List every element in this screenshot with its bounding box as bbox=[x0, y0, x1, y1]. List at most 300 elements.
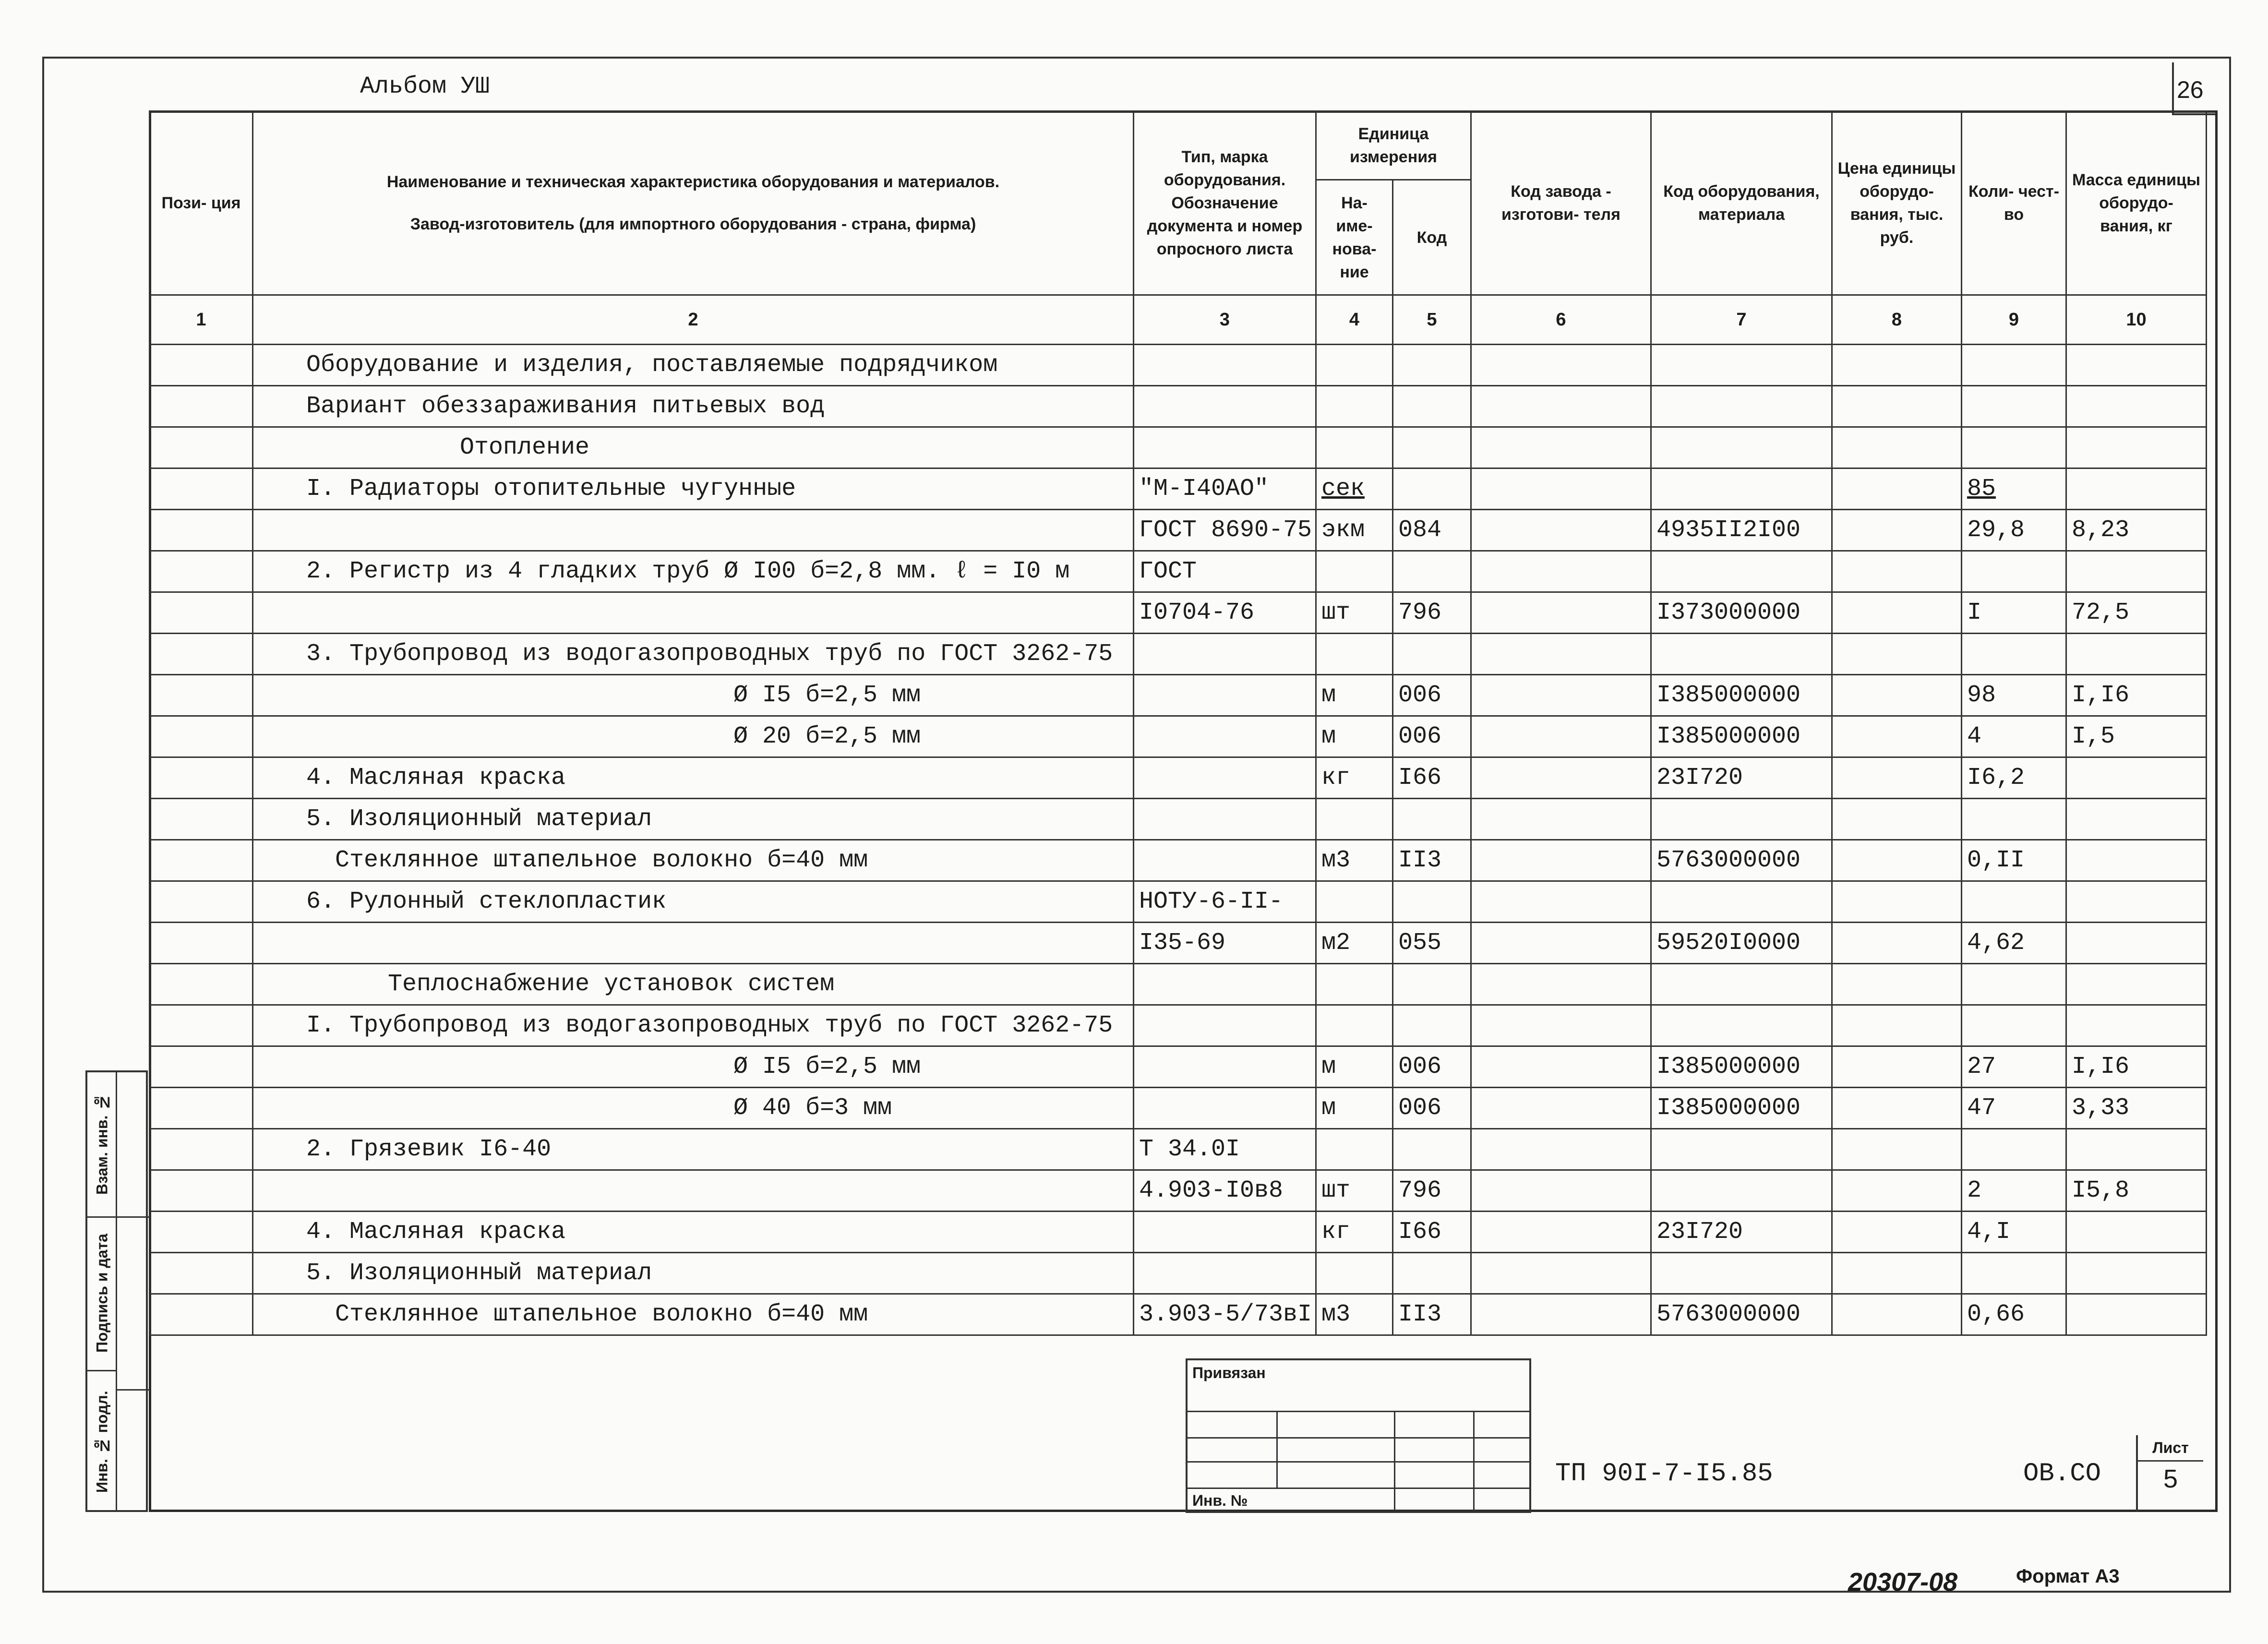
col-number: 7 bbox=[1651, 295, 1832, 345]
cell-material-code bbox=[1651, 1005, 1832, 1046]
cell-quantity: I bbox=[1962, 592, 2066, 634]
cell-position bbox=[150, 675, 253, 716]
cell-price bbox=[1832, 1212, 1962, 1253]
cell-name: Ø I5 б=2,5 мм bbox=[253, 1046, 1134, 1088]
cell-factory bbox=[1471, 964, 1651, 1005]
cell-price bbox=[1832, 510, 1962, 551]
table-row bbox=[150, 840, 2207, 881]
cell-material-code bbox=[1651, 1170, 1832, 1212]
cell-quantity bbox=[1962, 881, 2066, 923]
header-factory-code: Код завода - изготови- теля bbox=[1471, 111, 1651, 295]
cell-name: Вариант обеззараживания питьевых вод bbox=[253, 386, 1134, 427]
cell-material-code: I385000000 bbox=[1651, 675, 1832, 716]
cell-unit-code: I66 bbox=[1393, 1212, 1471, 1253]
cell-name: Отопление bbox=[253, 427, 1134, 468]
cell-mass: 8,23 bbox=[2066, 510, 2207, 551]
cell-unit-code bbox=[1393, 468, 1471, 510]
cell-type: 4.903-I0в8 bbox=[1134, 1170, 1316, 1212]
cell-factory bbox=[1471, 427, 1651, 468]
cell-quantity: 2 bbox=[1962, 1170, 2066, 1212]
cell-quantity: 98 bbox=[1962, 675, 2066, 716]
table-row bbox=[150, 964, 2207, 1005]
cell-type bbox=[1134, 1005, 1316, 1046]
cell-mass bbox=[2066, 427, 2207, 468]
cell-quantity bbox=[1962, 634, 2066, 675]
cell-quantity: 85 bbox=[1962, 468, 2066, 510]
cell-name bbox=[253, 592, 1134, 634]
cell-mass bbox=[2066, 468, 2207, 510]
cell-name bbox=[253, 510, 1134, 551]
cell-mass bbox=[2066, 840, 2207, 881]
cell-position bbox=[150, 1294, 253, 1335]
table-row bbox=[150, 551, 2207, 592]
cell-position bbox=[150, 592, 253, 634]
cell-price bbox=[1832, 1046, 1962, 1088]
cell-material-code: I385000000 bbox=[1651, 1088, 1832, 1129]
cell-name: 6. Рулонный стеклопластик bbox=[253, 881, 1134, 923]
cell-factory bbox=[1471, 1294, 1651, 1335]
cell-factory bbox=[1471, 757, 1651, 799]
cell-quantity bbox=[1962, 427, 2066, 468]
cell-name: 5. Изоляционный материал bbox=[253, 799, 1134, 840]
cell-price bbox=[1832, 1253, 1962, 1294]
table-row bbox=[150, 345, 2207, 386]
cell-position bbox=[150, 1129, 253, 1170]
cell-type bbox=[1134, 964, 1316, 1005]
cell-unit-code: 084 bbox=[1393, 510, 1471, 551]
cell-unit-code: 055 bbox=[1393, 923, 1471, 964]
cell-price bbox=[1832, 716, 1962, 757]
table-row bbox=[150, 923, 2207, 964]
table-row bbox=[150, 510, 2207, 551]
cell-unit: кг bbox=[1316, 1212, 1393, 1253]
cell-unit-code bbox=[1393, 345, 1471, 386]
cell-quantity: 4,I bbox=[1962, 1212, 2066, 1253]
cell-type bbox=[1134, 1253, 1316, 1294]
cell-unit-code: II3 bbox=[1393, 840, 1471, 881]
header-name bbox=[253, 111, 1134, 295]
cell-material-code: I373000000 bbox=[1651, 592, 1832, 634]
cell-unit bbox=[1316, 964, 1393, 1005]
header-material-code: Код оборудования, материала bbox=[1651, 111, 1832, 295]
cell-name: 3. Трубопровод из водогазопроводных труб по ГОСТ 3262-75 bbox=[253, 634, 1134, 675]
cell-price bbox=[1832, 799, 1962, 840]
cell-mass bbox=[2066, 551, 2207, 592]
cell-unit-code bbox=[1393, 551, 1471, 592]
side-label-vzam: Взам. инв. № bbox=[93, 1093, 111, 1195]
cell-position bbox=[150, 716, 253, 757]
col-number: 10 bbox=[2066, 295, 2207, 345]
side-divider bbox=[117, 1216, 150, 1218]
table-row bbox=[150, 1253, 2207, 1294]
cell-quantity: 4 bbox=[1962, 716, 2066, 757]
cell-quantity: I6,2 bbox=[1962, 757, 2066, 799]
cell-quantity bbox=[1962, 964, 2066, 1005]
cell-unit-code bbox=[1393, 1129, 1471, 1170]
header-type: Тип, марка оборудования. Обозначение документа и номер опросного листа bbox=[1134, 111, 1316, 295]
cell-unit-code: 796 bbox=[1393, 1170, 1471, 1212]
cell-price bbox=[1832, 427, 1962, 468]
cell-name: Оборудование и изделия, поставляемые подрядчиком bbox=[253, 345, 1134, 386]
cell-quantity: 4,62 bbox=[1962, 923, 2066, 964]
col-number: 6 bbox=[1471, 295, 1651, 345]
cell-factory bbox=[1471, 675, 1651, 716]
cell-material-code bbox=[1651, 468, 1832, 510]
header-quantity: Коли- чест- во bbox=[1962, 111, 2066, 295]
cell-name: 2. Грязевик I6-40 bbox=[253, 1129, 1134, 1170]
cell-quantity bbox=[1962, 1253, 2066, 1294]
cell-price bbox=[1832, 1129, 1962, 1170]
cell-name bbox=[253, 1170, 1134, 1212]
cell-type bbox=[1134, 840, 1316, 881]
stamp-line bbox=[1188, 1437, 1529, 1439]
cell-unit-code bbox=[1393, 1253, 1471, 1294]
cell-unit bbox=[1316, 345, 1393, 386]
cell-type: "М-I40АО" bbox=[1134, 468, 1316, 510]
cell-material-code bbox=[1651, 427, 1832, 468]
cell-position bbox=[150, 923, 253, 964]
sheet-number-box bbox=[2136, 1435, 2203, 1512]
cell-unit-code: 006 bbox=[1393, 716, 1471, 757]
cell-mass bbox=[2066, 1294, 2207, 1335]
cell-material-code: I385000000 bbox=[1651, 1046, 1832, 1088]
specification-table bbox=[149, 110, 2207, 1336]
table-row bbox=[150, 799, 2207, 840]
cell-material-code bbox=[1651, 634, 1832, 675]
cell-position bbox=[150, 1170, 253, 1212]
header-unit-group: Единица измерения bbox=[1316, 111, 1471, 180]
cell-unit-code: I66 bbox=[1393, 757, 1471, 799]
cell-factory bbox=[1471, 1088, 1651, 1129]
cell-material-code bbox=[1651, 1253, 1832, 1294]
cell-type: НОТУ-6-II- bbox=[1134, 881, 1316, 923]
cell-position bbox=[150, 510, 253, 551]
cell-unit: м bbox=[1316, 716, 1393, 757]
table-row bbox=[150, 1170, 2207, 1212]
cell-mass bbox=[2066, 757, 2207, 799]
cell-name: I. Трубопровод из водогазопроводных труб по ГОСТ 3262-75 bbox=[253, 1005, 1134, 1046]
cell-price bbox=[1832, 757, 1962, 799]
cell-price bbox=[1832, 1294, 1962, 1335]
table-row bbox=[150, 1129, 2207, 1170]
cell-mass bbox=[2066, 1253, 2207, 1294]
cell-mass bbox=[2066, 386, 2207, 427]
cell-position bbox=[150, 881, 253, 923]
page-number: 26 bbox=[2177, 76, 2204, 103]
cell-factory bbox=[1471, 1005, 1651, 1046]
cell-unit-code bbox=[1393, 799, 1471, 840]
cell-mass: 3,33 bbox=[2066, 1088, 2207, 1129]
cell-unit bbox=[1316, 427, 1393, 468]
cell-type bbox=[1134, 345, 1316, 386]
cell-position bbox=[150, 427, 253, 468]
side-label-inv-podl: Инв. № подл. bbox=[93, 1391, 111, 1493]
cell-unit-code bbox=[1393, 964, 1471, 1005]
cell-price bbox=[1832, 1005, 1962, 1046]
cell-material-code: I385000000 bbox=[1651, 716, 1832, 757]
header-name-line2: Завод-изготовитель (для импортного оборудования - страна, фирма) bbox=[410, 215, 976, 233]
col-number: 9 bbox=[1962, 295, 2066, 345]
header-unit-name: На- име- нова- ние bbox=[1316, 180, 1393, 295]
cell-price bbox=[1832, 1088, 1962, 1129]
cell-position bbox=[150, 799, 253, 840]
cell-factory bbox=[1471, 1129, 1651, 1170]
cell-type bbox=[1134, 1088, 1316, 1129]
cell-factory bbox=[1471, 386, 1651, 427]
cell-quantity bbox=[1962, 1005, 2066, 1046]
cell-position bbox=[150, 1212, 253, 1253]
cell-unit-code: 006 bbox=[1393, 675, 1471, 716]
cell-unit: шт bbox=[1316, 592, 1393, 634]
cell-unit-code bbox=[1393, 634, 1471, 675]
cell-material-code: 23I720 bbox=[1651, 1212, 1832, 1253]
cell-mass bbox=[2066, 923, 2207, 964]
cell-quantity bbox=[1962, 345, 2066, 386]
cell-unit bbox=[1316, 881, 1393, 923]
cell-unit bbox=[1316, 799, 1393, 840]
cell-position bbox=[150, 964, 253, 1005]
cell-name: 4. Масляная краска bbox=[253, 757, 1134, 799]
cell-type: Т 34.0I bbox=[1134, 1129, 1316, 1170]
header-row-1 bbox=[150, 111, 2207, 180]
cell-price bbox=[1832, 881, 1962, 923]
cell-unit-code: 006 bbox=[1393, 1046, 1471, 1088]
stamp-vline bbox=[1394, 1411, 1395, 1513]
cell-unit: кг bbox=[1316, 757, 1393, 799]
cell-quantity bbox=[1962, 1129, 2066, 1170]
cell-unit: экм bbox=[1316, 510, 1393, 551]
cell-price bbox=[1832, 386, 1962, 427]
cell-unit-code bbox=[1393, 881, 1471, 923]
table-row bbox=[150, 1088, 2207, 1129]
cell-material-code bbox=[1651, 386, 1832, 427]
stamp-privyazan: Привязан bbox=[1192, 1364, 1266, 1381]
cell-quantity: 0,II bbox=[1962, 840, 2066, 881]
col-number: 3 bbox=[1134, 295, 1316, 345]
cell-unit-code bbox=[1393, 1005, 1471, 1046]
cell-position bbox=[150, 757, 253, 799]
cell-position bbox=[150, 840, 253, 881]
cell-position bbox=[150, 634, 253, 675]
cell-material-code bbox=[1651, 799, 1832, 840]
cell-factory bbox=[1471, 551, 1651, 592]
cell-unit-code: 006 bbox=[1393, 1088, 1471, 1129]
cell-factory bbox=[1471, 592, 1651, 634]
cell-type bbox=[1134, 675, 1316, 716]
binding-stamp bbox=[1186, 1358, 1531, 1513]
col-number: 8 bbox=[1832, 295, 1962, 345]
stamp-vline bbox=[1473, 1411, 1475, 1513]
cell-price bbox=[1832, 923, 1962, 964]
cell-factory bbox=[1471, 1212, 1651, 1253]
cell-unit-code: 796 bbox=[1393, 592, 1471, 634]
cell-type: 3.903-5/73вI bbox=[1134, 1294, 1316, 1335]
side-label-column bbox=[87, 1072, 117, 1510]
cell-unit: сек bbox=[1316, 468, 1393, 510]
table-row bbox=[150, 1294, 2207, 1335]
cell-unit bbox=[1316, 386, 1393, 427]
stamp-inv-no: Инв. № bbox=[1192, 1492, 1248, 1509]
cell-material-code bbox=[1651, 551, 1832, 592]
stamp-line bbox=[1188, 1411, 1529, 1412]
cell-name: Теплоснабжение установок систем bbox=[253, 964, 1134, 1005]
cell-mass bbox=[2066, 1005, 2207, 1046]
cell-factory bbox=[1471, 468, 1651, 510]
cell-mass: I,I6 bbox=[2066, 675, 2207, 716]
cell-quantity: 0,66 bbox=[1962, 1294, 2066, 1335]
cell-unit-code: II3 bbox=[1393, 1294, 1471, 1335]
cell-factory bbox=[1471, 799, 1651, 840]
cell-position bbox=[150, 551, 253, 592]
table-row bbox=[150, 592, 2207, 634]
cell-price bbox=[1832, 468, 1962, 510]
cell-material-code bbox=[1651, 964, 1832, 1005]
cell-mass bbox=[2066, 1212, 2207, 1253]
cell-quantity: 47 bbox=[1962, 1088, 2066, 1129]
cell-type bbox=[1134, 757, 1316, 799]
cell-material-code bbox=[1651, 1129, 1832, 1170]
cell-type: I35-69 bbox=[1134, 923, 1316, 964]
cell-unit: м bbox=[1316, 1088, 1393, 1129]
cell-type bbox=[1134, 1212, 1316, 1253]
table-row bbox=[150, 386, 2207, 427]
cell-name: 4. Масляная краска bbox=[253, 1212, 1134, 1253]
cell-factory bbox=[1471, 510, 1651, 551]
cell-quantity bbox=[1962, 386, 2066, 427]
cell-mass bbox=[2066, 1129, 2207, 1170]
cell-factory bbox=[1471, 923, 1651, 964]
cell-quantity: 27 bbox=[1962, 1046, 2066, 1088]
cell-mass bbox=[2066, 881, 2207, 923]
header-mass: Масса единицы оборудо- вания, кг bbox=[2066, 111, 2207, 295]
cell-material-code: 23I720 bbox=[1651, 757, 1832, 799]
cell-name: I. Радиаторы отопительные чугунные bbox=[253, 468, 1134, 510]
cell-material-code: 4935II2I00 bbox=[1651, 510, 1832, 551]
cell-mass: 72,5 bbox=[2066, 592, 2207, 634]
cell-unit bbox=[1316, 551, 1393, 592]
cell-unit bbox=[1316, 1129, 1393, 1170]
album-label: Альбом УШ bbox=[360, 73, 490, 100]
cell-position bbox=[150, 468, 253, 510]
cell-mass bbox=[2066, 634, 2207, 675]
cell-mass bbox=[2066, 799, 2207, 840]
cell-type bbox=[1134, 1046, 1316, 1088]
cell-factory bbox=[1471, 840, 1651, 881]
cell-unit bbox=[1316, 1253, 1393, 1294]
cell-type: ГОСТ bbox=[1134, 551, 1316, 592]
cell-unit: шт bbox=[1316, 1170, 1393, 1212]
cell-type bbox=[1134, 427, 1316, 468]
cell-material-code bbox=[1651, 881, 1832, 923]
cell-price bbox=[1832, 675, 1962, 716]
cell-name: Стеклянное штапельное волокно б=40 мм bbox=[253, 1294, 1134, 1335]
cell-price bbox=[1832, 634, 1962, 675]
cell-mass: I,I6 bbox=[2066, 1046, 2207, 1088]
cell-name: 5. Изоляционный материал bbox=[253, 1253, 1134, 1294]
col-number: 4 bbox=[1316, 295, 1393, 345]
cell-factory bbox=[1471, 345, 1651, 386]
cell-quantity: 29,8 bbox=[1962, 510, 2066, 551]
cell-type bbox=[1134, 716, 1316, 757]
cell-factory bbox=[1471, 1253, 1651, 1294]
cell-type bbox=[1134, 634, 1316, 675]
cell-material-code: 59520I0000 bbox=[1651, 923, 1832, 964]
stamp-line bbox=[1188, 1488, 1529, 1489]
cell-unit: м3 bbox=[1316, 840, 1393, 881]
cell-name bbox=[253, 923, 1134, 964]
table-row bbox=[150, 675, 2207, 716]
cell-position bbox=[150, 1088, 253, 1129]
table-row bbox=[150, 1046, 2207, 1088]
cell-price bbox=[1832, 840, 1962, 881]
cell-price bbox=[1832, 551, 1962, 592]
table-row bbox=[150, 1212, 2207, 1253]
cell-type: ГОСТ 8690-75 bbox=[1134, 510, 1316, 551]
side-divider bbox=[117, 1389, 150, 1391]
header-position: Пози- ция bbox=[150, 111, 253, 295]
cell-material-code: 5763000000 bbox=[1651, 1294, 1832, 1335]
cell-unit-code bbox=[1393, 427, 1471, 468]
col-number: 5 bbox=[1393, 295, 1471, 345]
cell-mass: I5,8 bbox=[2066, 1170, 2207, 1212]
cell-quantity bbox=[1962, 799, 2066, 840]
cell-price bbox=[1832, 592, 1962, 634]
cell-unit-code bbox=[1393, 386, 1471, 427]
cell-name: Ø I5 б=2,5 мм bbox=[253, 675, 1134, 716]
cell-factory bbox=[1471, 1046, 1651, 1088]
cell-position bbox=[150, 345, 253, 386]
cell-name: 2. Регистр из 4 гладких труб Ø I00 б=2,8 мм. ℓ = I0 м bbox=[253, 551, 1134, 592]
table-row bbox=[150, 757, 2207, 799]
cell-name: Ø 40 б=3 мм bbox=[253, 1088, 1134, 1129]
table-row bbox=[150, 427, 2207, 468]
cell-mass: I,5 bbox=[2066, 716, 2207, 757]
cell-unit: м3 bbox=[1316, 1294, 1393, 1335]
cell-factory bbox=[1471, 881, 1651, 923]
cell-unit: м bbox=[1316, 675, 1393, 716]
cell-factory bbox=[1471, 1170, 1651, 1212]
cell-name: Стеклянное штапельное волокно б=40 мм bbox=[253, 840, 1134, 881]
cell-mass bbox=[2066, 345, 2207, 386]
cell-unit bbox=[1316, 634, 1393, 675]
table-row bbox=[150, 881, 2207, 923]
document-code: ОВ.СО bbox=[2023, 1459, 2101, 1488]
archive-number: 20307-08 bbox=[1848, 1568, 1958, 1596]
cell-quantity bbox=[1962, 551, 2066, 592]
cell-type bbox=[1134, 386, 1316, 427]
side-label-podpis: Подпись и дата bbox=[93, 1234, 111, 1353]
header-name-line1: Наименование и техническая характеристика оборудования и материалов. bbox=[386, 173, 1000, 191]
cell-unit: м bbox=[1316, 1046, 1393, 1088]
cell-price bbox=[1832, 1170, 1962, 1212]
format-label: Формат А3 bbox=[2016, 1566, 2120, 1587]
header-unit-code: Код bbox=[1393, 180, 1471, 295]
cell-factory bbox=[1471, 634, 1651, 675]
cell-name: Ø 20 б=2,5 мм bbox=[253, 716, 1134, 757]
cell-position bbox=[150, 1253, 253, 1294]
table-row bbox=[150, 468, 2207, 510]
sheet-label: Лист bbox=[2138, 1435, 2203, 1462]
cell-price bbox=[1832, 345, 1962, 386]
cell-price bbox=[1832, 964, 1962, 1005]
cell-material-code bbox=[1651, 345, 1832, 386]
header-price: Цена единицы оборудо- вания, тыс. руб. bbox=[1832, 111, 1962, 295]
column-number-row bbox=[150, 295, 2207, 345]
table-row bbox=[150, 716, 2207, 757]
cell-factory bbox=[1471, 716, 1651, 757]
cell-position bbox=[150, 1046, 253, 1088]
cell-unit: м2 bbox=[1316, 923, 1393, 964]
